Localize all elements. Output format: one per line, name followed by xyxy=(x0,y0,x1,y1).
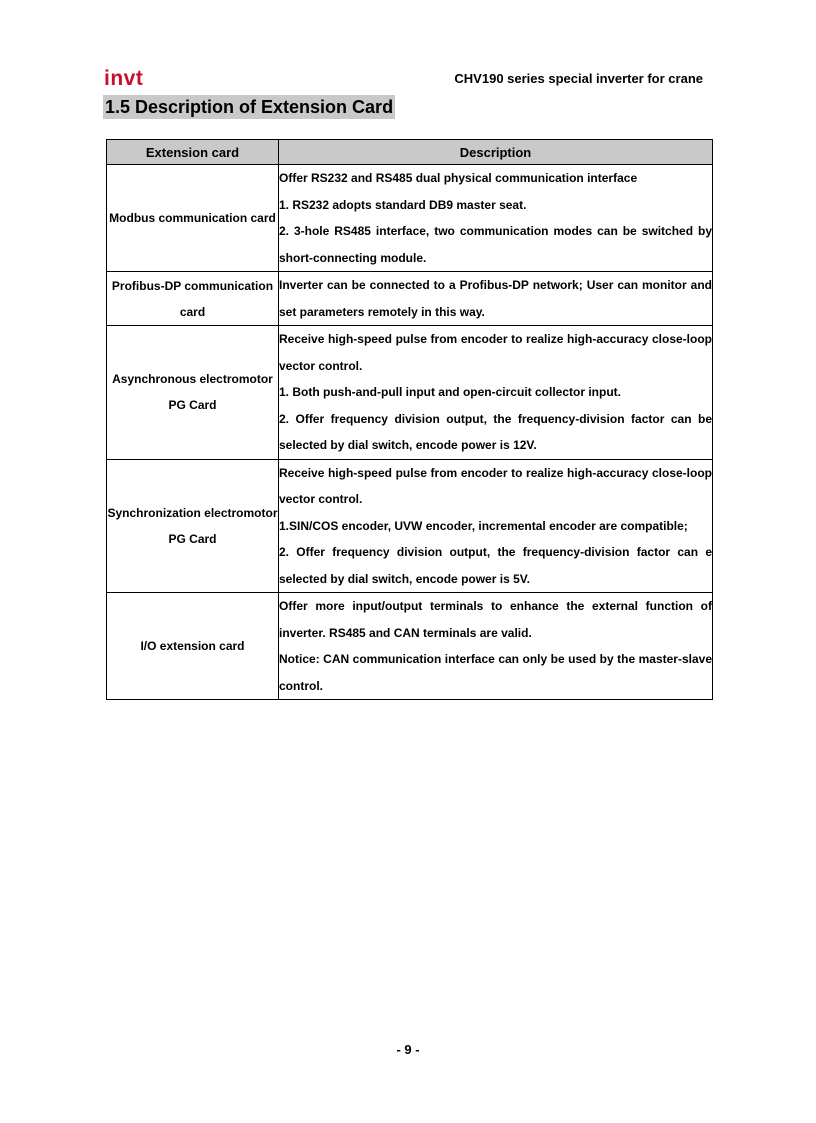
invt-logo: invt xyxy=(104,67,144,90)
page-number: - 9 - xyxy=(396,1042,420,1057)
description-line: Receive high-speed pulse from encoder to realize high-accuracy close-loop vector control. xyxy=(279,332,712,373)
extension-card-table xyxy=(106,139,713,700)
table-row xyxy=(107,165,713,272)
card-name-io-extension: I/O extension card xyxy=(107,593,279,700)
card-name-sync-pg: Synchronization electromotor PG Card xyxy=(107,459,279,593)
description-line: 1. RS232 adopts standard DB9 master seat. xyxy=(279,197,527,212)
description-line: Receive high-speed pulse from encoder to realize high-accuracy close-loop vector control. xyxy=(279,465,712,506)
description-line: 2. Offer frequency division output, the frequency-division factor can e selected by dial switch, encode power is 5V. xyxy=(279,545,712,586)
description-line: 2. Offer frequency division output, the frequency-division factor can be selected by dial switch, encode power is 12V. xyxy=(279,411,712,452)
column-header-extension-card: Extension card xyxy=(107,140,279,165)
document-header-title: CHV190 series special inverter for crane xyxy=(454,71,703,86)
card-description xyxy=(279,165,713,272)
table-row xyxy=(107,326,713,460)
card-description xyxy=(279,593,713,700)
card-name-profibus: Profibus-DP communication card xyxy=(107,272,279,326)
section-title: 1.5 Description of Extension Card xyxy=(105,97,394,117)
card-name-async-pg: Asynchronous electromotor PG Card xyxy=(107,326,279,460)
description-line: 2. 3-hole RS485 interface, two communication modes can be switched by short-connecting module. xyxy=(279,224,712,265)
description-line: 1.SIN/COS encoder, UVW encoder, incremental encoder are compatible; xyxy=(279,518,688,533)
card-description xyxy=(279,272,713,326)
table-header-row xyxy=(107,140,713,165)
description-line: Offer RS232 and RS485 dual physical communication interface xyxy=(279,171,638,185)
table-row xyxy=(107,593,713,700)
card-name-modbus: Modbus communication card xyxy=(107,165,279,272)
description-line: 1. Both push-and-pull input and open-circuit collector input. xyxy=(279,385,621,399)
description-line: Inverter can be connected to a Profibus-DP network; User can monitor and set parameters remotely in this way. xyxy=(279,278,712,319)
description-line: Notice: CAN communication interface can only be used by the master-slave control. xyxy=(279,652,712,693)
card-description xyxy=(279,326,713,460)
card-description xyxy=(279,459,713,593)
table-row xyxy=(107,459,713,593)
column-header-description: Description xyxy=(279,140,713,165)
description-line: Offer more input/output terminals to enhance the external function of inverter. RS485 and CAN terminals are valid. xyxy=(279,599,712,640)
table-row xyxy=(107,272,713,326)
